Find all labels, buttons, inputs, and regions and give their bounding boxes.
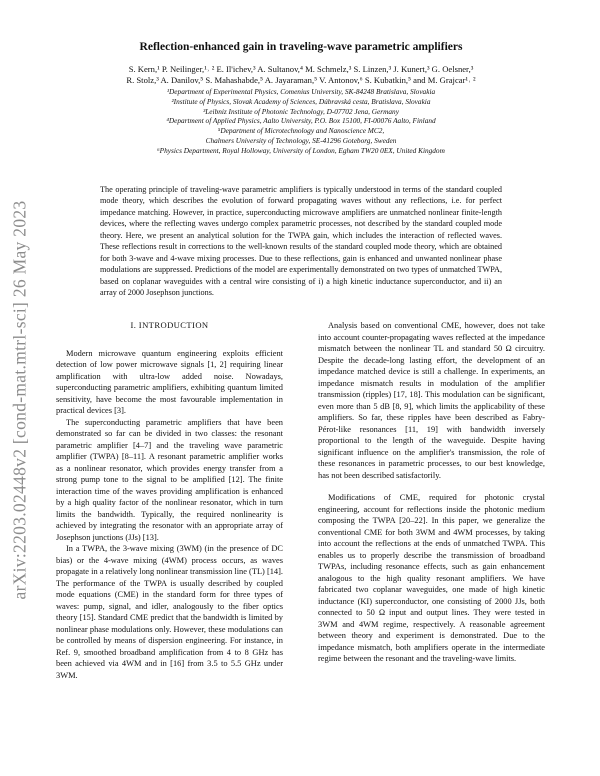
body-paragraph: The superconducting parametric amplifiers that have been demonstrated so far can be divided in two classes: the resonant parametric amplifier [4–7] and the traveling wave parametric amplifier (TWPA) [8–11]. A resonant parametric amplifier works as a nonlinear resonator, which provides energy transfer from a strong pump tone to the signal to be amplified [12]. The finite interaction time of the waves providing amplification is enhanced by a high quality factor of the nonlinear resonator, which in turn limits the bandwidth. Typically, the required nonlinearity is achieved by integrating the resonator with an appropriate array of Josephson junctions (JJs) [13].	[56, 417, 283, 542]
body-paragraph: In a TWPA, the 3-wave mixing (3WM) (in the presence of DC bias) or the 4-wave mixing (4WM) process occurs, as waves propagate in a relatively long nonlinear transmission line (TL) [14]. The performance of the TWPA is usually described by coupled mode equations (CME) in the standard form for three types of waves: pump, signal, and idler, analogously to the fiber optics theory [15]. Standard CME predict that the bandwidth is limited by nonlinear phase modulations only. However, these modulations can be controlled by means of dispersion engineering. For instance, in Ref. 9, smoothed broadband amplification from 4 to 8 GHz has been achieved via 4WM and in [16] from 3.5 to 5.5 GHz under 3WM.	[56, 544, 283, 680]
affiliation-line: ⁴Department of Applied Physics, Aalto University, P.O. Box 15100, FI-00076 Aalto, Finland	[166, 116, 436, 126]
arxiv-sidebar	[4, 180, 36, 620]
body-paragraph: Analysis based on conventional CME, however, does not take into account counter-propagating waves reflected at the impedance mismatch between the nonlinear TL and standard 50 Ω circuitry. Despite the decade-long lasting effort, the development of an impedance matched device is still a challenge. In experiments, an impedance mismatch results in modulation of the amplifier transmission (ripples) [17, 18]. This modulation can be significant, even more than 5 dB [8, 9], which limits the applicability of these amplifiers. So far, these ripples have been described as Fabry-Pérot-like resonances [11, 19] with bandwidth inversely proportional to the length of the waveguide. Despite having significant influence on the amplifier's transmission, the role of these resonances in parametric processes, to our best knowledge, has not been described satisfactorily.	[318, 321, 545, 480]
body-paragraph: Modifications of CME, required for photonic crystal engineering, account for reflections inside the photonic medium composing the TWPA [20–22]. In this paper, we generalize the conventional CME for both 3WM and 4WM processes, by taking into account the reflections at the ends of unmatched TWPA. This enables us to properly describe the transmission of broadband TWPAs, including resonance effects, such as gain enhancement analogous to the high quality resonant amplifiers. We have fabricated two coplanar waveguides, one made of high kinetic inductance (KI) superconductor, one consisting of 2000 JJs, both connected to 50 Ω input and output lines. They were tested in 3WM and 4WM regime, respectively. A reasonable agreement between theory and experiment is demonstrated. Due to the impedance mismatch, both amplifiers operate in the intermediate regime between the resonant and the traveling-wave limits.	[318, 493, 545, 663]
affiliation-line: ⁵Department of Microtechnology and Nanoscience MC2,	[217, 126, 385, 136]
abstract: The operating principle of traveling-wave parametric amplifiers is typically understood in terms of the standard coupled mode theory, which describes the evolution of forward propagating waves without any reflections, i.e. for perfect impedance matching. However, in practice, superconducting microwave amplifiers are unmatched nonlinear finite-length devices, where the reflecting waves undergo complex parametric processes, not described by the standard coupled mode theory. Here, we present an analytical solution for the TWPA gain, which includes the interaction of reflected waves. These reflections result in corrections to the well-known results of the standard coupled mode theory, which are obtained for both 3-wave and 4-wave mixing processes. Due to these reflections, gain is enhanced and unwanted nonlinear phase modulations are suppressed. Predictions of the model are experimentally demonstrated on two types of unmatched TWPA, based on coplanar waveguides with a central wire consisting of i) a high kinetic inductance superconductor, and ii) an array of 2000 Josephson junctions.	[100, 185, 502, 298]
section-heading: I. INTRODUCTION	[130, 320, 209, 330]
author-line: R. Stolz,³ A. Danilov,⁵ S. Mahashabde,⁵ A. Jayaraman,⁵ V. Antonov,⁶ S. Kubatkin,⁵ and M. Grajcar¹˒ ²	[126, 75, 476, 85]
author-list	[56, 64, 546, 86]
left-column	[56, 320, 283, 681]
affiliation-line: Chalmers University of Technology, SE-41296 Goteborg, Sweden	[205, 135, 397, 145]
affiliation-line: ³Leibniz Institute of Photonic Technology, D-07702 Jena, Germany	[203, 106, 399, 116]
author-line: S. Kern,¹ P. Neilinger,¹˒ ² E. Il'ichev,³ A. Sultanov,⁴ M. Schmelz,³ S. Linzen,³ J. Kunert,³ G. Oelsner,³	[128, 64, 474, 74]
body-paragraph: Modern microwave quantum engineering exploits efficient detection of low power microwave signals [1, 2] requiring linear amplification with ultra-low added noise. Nowadays, superconducting parametric amplifiers, exhibiting quantum limited sensitivity, have become the most favourable implementation in practical devices [3].	[56, 348, 283, 415]
affiliation-list	[56, 87, 546, 156]
right-column	[318, 320, 545, 665]
arxiv-identifier: arXiv:2203.02448v2 [cond-mat.mtrl-sci] 26 May 2023	[9, 200, 30, 600]
affiliation-line: ⁶Physics Department, Royal Holloway, University of London, Egham TW20 0EX, United Kingdom	[157, 145, 445, 155]
affiliation-line: ¹Department of Experimental Physics, Comenius University, SK-84248 Bratislava, Slovakia	[166, 87, 436, 96]
paper-title: Reflection-enhanced gain in traveling-wave parametric amplifiers	[139, 41, 463, 53]
affiliation-line: ²Institute of Physics, Slovak Academy of Sciences, Dúbravská cesta, Bratislava, Slovakia	[171, 96, 431, 106]
paper-header	[56, 40, 546, 156]
